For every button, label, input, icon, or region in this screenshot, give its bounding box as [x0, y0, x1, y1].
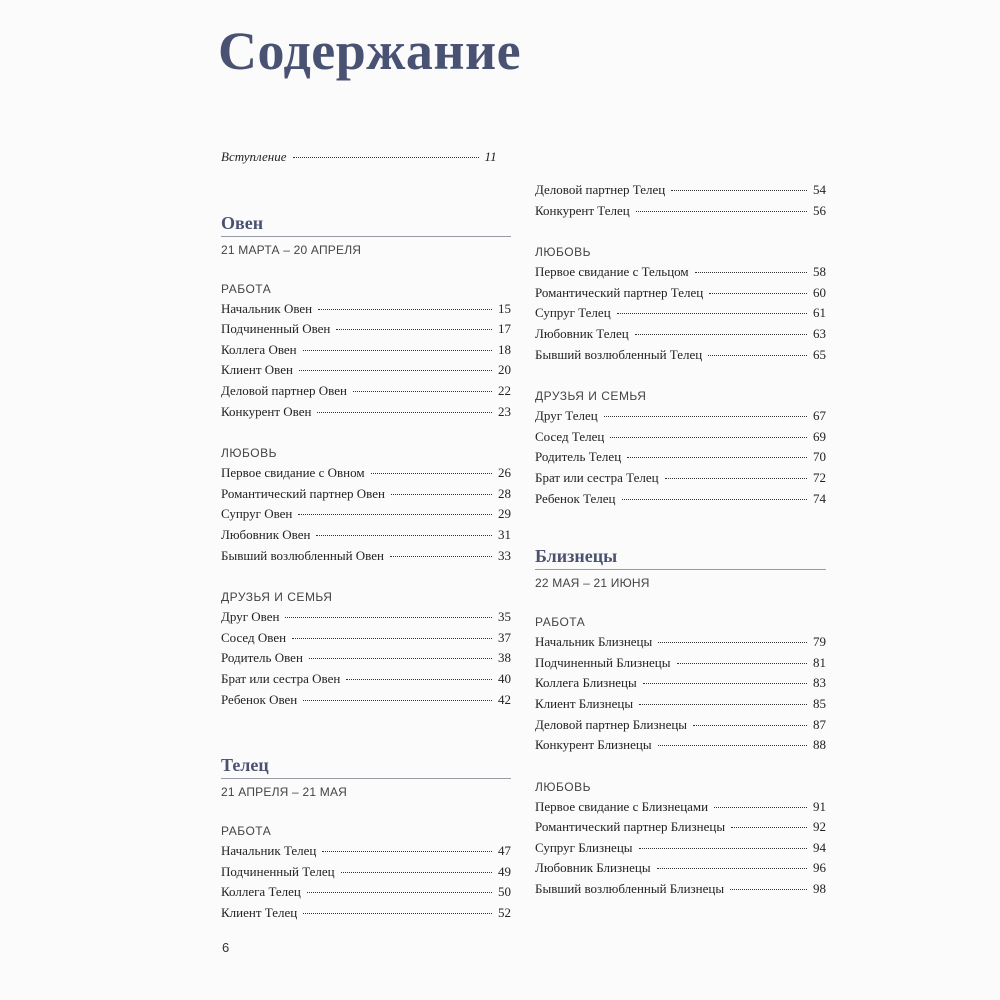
- leader-dots: [390, 556, 492, 557]
- toc-entry[interactable]: [535, 303, 826, 324]
- toc-entry-label: Клиент Близнецы: [535, 695, 634, 711]
- toc-entry-label: Подчиненный Телец: [221, 863, 335, 879]
- leader-dots: [307, 892, 492, 893]
- leader-dots: [622, 499, 808, 500]
- toc-entry-page: 23: [498, 403, 511, 419]
- leader-dots: [317, 412, 492, 413]
- toc-entry-page: 85: [813, 695, 826, 711]
- toc-entry-page: 70: [813, 449, 826, 465]
- toc-entry[interactable]: [221, 381, 511, 402]
- toc-entry-label: Любовник Овен: [221, 526, 311, 542]
- toc-entry-label: Романтический партнер Телец: [535, 284, 704, 300]
- toc-entry[interactable]: [221, 669, 511, 690]
- leader-dots: [658, 642, 807, 643]
- toc-entry[interactable]: [535, 694, 826, 715]
- leader-dots: [617, 313, 807, 314]
- toc-entry-label: Коллега Близнецы: [535, 675, 637, 691]
- toc-entry-label: Родитель Овен: [221, 650, 303, 666]
- toc-entry-label: Любовник Телец: [535, 325, 629, 341]
- toc-entry-label: Брат или сестра Телец: [535, 469, 659, 485]
- sign-aries: [221, 210, 511, 711]
- toc-entry-label: Брат или сестра Овен: [221, 670, 341, 686]
- toc-entry-page: 33: [498, 547, 511, 563]
- toc-entry[interactable]: [221, 402, 511, 423]
- toc-entry[interactable]: [221, 504, 511, 525]
- leader-dots: [657, 868, 807, 869]
- toc-entry-label: Конкурент Овен: [221, 403, 312, 419]
- toc-entry-label: Бывший возлюбленный Телец: [535, 346, 703, 362]
- toc-entry[interactable]: [221, 690, 511, 711]
- toc-entry-label: Подчиненный Близнецы: [535, 654, 671, 670]
- toc-entry-page: 18: [498, 341, 511, 357]
- toc-entry[interactable]: [535, 180, 826, 201]
- toc-entry-label: Бывший возлюбленный Близнецы: [535, 881, 725, 897]
- toc-entry[interactable]: [535, 797, 826, 818]
- section-work: [535, 613, 826, 756]
- toc-entry-label: Клиент Телец: [221, 904, 298, 920]
- toc-entry[interactable]: [535, 468, 826, 489]
- toc-entry-label: Родитель Телец: [535, 449, 622, 465]
- toc-entry-label: Бывший возлюбленный Овен: [221, 547, 384, 563]
- leader-dots: [671, 190, 807, 191]
- toc-entry[interactable]: [535, 262, 826, 283]
- toc-list: [221, 607, 511, 710]
- leader-dots: [371, 473, 492, 474]
- toc-entry[interactable]: [535, 715, 826, 736]
- toc-entry-label: Друг Телец: [535, 408, 598, 424]
- toc-entry[interactable]: [535, 447, 826, 468]
- toc-entry-page: 63: [813, 325, 826, 341]
- leader-dots: [635, 334, 807, 335]
- toc-entry[interactable]: [221, 299, 511, 320]
- toc-entry-page: 50: [498, 884, 511, 900]
- toc-entry-page: 81: [813, 654, 826, 670]
- leader-dots: [731, 827, 807, 828]
- section-work: [221, 280, 511, 423]
- toc-entry-label: Деловой партнер Близнецы: [535, 716, 688, 732]
- leader-dots: [316, 535, 492, 536]
- section-family: [221, 588, 511, 710]
- leader-dots: [665, 478, 807, 479]
- section-heading: ЛЮБОВЬ: [221, 446, 277, 461]
- toc-entry[interactable]: [221, 340, 511, 361]
- toc-entry-label: Первое свидание с Тельцом: [535, 264, 689, 280]
- toc-entry-page: 31: [498, 526, 511, 542]
- toc-entry-page: 20: [498, 362, 511, 378]
- toc-entry[interactable]: [535, 817, 826, 838]
- toc-entry-page: 22: [498, 382, 511, 398]
- toc-entry-label: Первое свидание с Близнецами: [535, 798, 709, 814]
- toc-entry-page: 72: [813, 469, 826, 485]
- toc-entry[interactable]: [535, 632, 826, 653]
- section-heading: ЛЮБОВЬ: [535, 245, 591, 260]
- toc-entry-label: Супруг Близнецы: [535, 839, 633, 855]
- section-heading: ДРУЗЬЯ И СЕМЬЯ: [535, 389, 647, 404]
- sign-gemini: [535, 543, 826, 900]
- leader-dots: [610, 437, 807, 438]
- toc-entry[interactable]: [535, 427, 826, 448]
- toc-entry-page: 28: [498, 485, 511, 501]
- toc-entry[interactable]: [535, 858, 826, 879]
- leader-dots: [322, 851, 492, 852]
- toc-entry-page: 83: [813, 675, 826, 691]
- toc-list: [221, 299, 511, 423]
- sign-taurus: [221, 752, 511, 923]
- leader-dots: [285, 617, 492, 618]
- toc-entry[interactable]: [535, 879, 826, 900]
- toc-entry-page: 79: [813, 634, 826, 650]
- toc-entry-page: 60: [813, 284, 826, 300]
- toc-entry[interactable]: [535, 345, 826, 366]
- section-love: [221, 444, 511, 566]
- toc-entry-page: 47: [498, 843, 511, 859]
- toc-entry-label: Коллега Телец: [221, 884, 301, 900]
- toc-entry-label: Ребенок Овен: [221, 691, 298, 707]
- toc-entry-label: Первое свидание с Овном: [221, 465, 365, 481]
- toc-entry[interactable]: [535, 489, 826, 510]
- toc-entry-page: 58: [813, 264, 826, 280]
- leader-dots: [636, 211, 807, 212]
- leader-dots: [627, 457, 807, 458]
- toc-entry-page: 74: [813, 490, 826, 506]
- toc-entry-label: Деловой партнер Овен: [221, 382, 347, 398]
- toc-entry-label: Супруг Овен: [221, 506, 293, 522]
- toc-entry-label: Начальник Овен: [221, 300, 313, 316]
- toc-list: [221, 463, 511, 566]
- toc-entry-label: Начальник Близнецы: [535, 634, 653, 650]
- section-love: [535, 778, 826, 900]
- toc-entry-label: Сосед Телец: [535, 428, 605, 444]
- leader-dots: [309, 658, 492, 659]
- toc-entry-page: 49: [498, 863, 511, 879]
- leader-dots: [695, 272, 807, 273]
- toc-entry-page: 98: [813, 881, 826, 897]
- toc-entry-page: 17: [498, 321, 511, 337]
- toc-entry[interactable]: [535, 324, 826, 345]
- leader-dots: [303, 350, 492, 351]
- toc-entry-label: Любовник Близнецы: [535, 860, 651, 876]
- leader-dots: [391, 494, 492, 495]
- toc-entry-page: 54: [813, 182, 826, 197]
- toc-entry-page: 94: [813, 839, 826, 855]
- leader-dots: [346, 679, 492, 680]
- toc-entry[interactable]: [535, 673, 826, 694]
- sign-dates: 21 АПРЕЛЯ – 21 МАЯ: [221, 785, 348, 800]
- toc-entry-page: 87: [813, 716, 826, 732]
- toc-entry-page: 15: [498, 300, 511, 316]
- toc-entry-label: Начальник Телец: [221, 843, 317, 859]
- toc-entry[interactable]: [221, 546, 511, 567]
- toc-entry-page: 96: [813, 860, 826, 876]
- page-number: 6: [222, 940, 230, 955]
- toc-entry-page: 26: [498, 465, 511, 481]
- leader-dots: [303, 700, 492, 701]
- section-heading: РАБОТА: [221, 824, 272, 839]
- leader-dots: [293, 157, 479, 158]
- toc-entry-label: Друг Овен: [221, 609, 280, 625]
- leader-dots: [693, 725, 807, 726]
- toc-entry-label: Ребенок Телец: [535, 490, 616, 506]
- toc-entry[interactable]: [535, 201, 826, 222]
- toc-left-column: [221, 140, 511, 923]
- toc-entry-page: 37: [498, 629, 511, 645]
- leader-dots: [604, 416, 807, 417]
- toc-entry-page: 38: [498, 650, 511, 666]
- toc-entry-label: Конкурент Телец: [535, 202, 630, 218]
- leader-dots: [677, 663, 808, 664]
- toc-entry-page: 11: [484, 149, 497, 164]
- leader-dots: [318, 309, 492, 310]
- toc-entry-page: 42: [498, 691, 511, 707]
- toc-entry[interactable]: [535, 653, 826, 674]
- leader-dots: [298, 514, 492, 515]
- leader-dots: [658, 745, 807, 746]
- toc-entry-label: Подчиненный Овен: [221, 321, 331, 337]
- leader-dots: [730, 889, 807, 890]
- toc-entry-label: Сосед Овен: [221, 629, 287, 645]
- leader-dots: [714, 807, 807, 808]
- toc-entry-page: 65: [813, 346, 826, 362]
- toc-entry[interactable]: [221, 862, 511, 883]
- toc-entry[interactable]: [221, 484, 511, 505]
- toc-entry-label: Конкурент Близнецы: [535, 737, 652, 753]
- toc-entry-page: 92: [813, 819, 826, 835]
- toc-entry[interactable]: [535, 838, 826, 859]
- leader-dots: [639, 848, 807, 849]
- toc-entry[interactable]: [221, 628, 511, 649]
- toc-entry[interactable]: [535, 406, 826, 427]
- toc-entry-page: 88: [813, 737, 826, 753]
- section-heading: ЛЮБОВЬ: [535, 779, 591, 794]
- toc-entry-page: 91: [813, 798, 826, 814]
- toc-list: [535, 406, 826, 509]
- section-family: [535, 387, 826, 509]
- leader-dots: [341, 872, 492, 873]
- leader-dots: [292, 638, 492, 639]
- leader-dots: [303, 913, 492, 914]
- toc-entry[interactable]: [221, 525, 511, 546]
- section-love: [535, 243, 826, 365]
- toc-entry-label: Деловой партнер Телец: [535, 182, 666, 197]
- toc-list: [221, 841, 511, 923]
- section-heading: РАБОТА: [535, 615, 586, 630]
- leader-dots: [299, 370, 492, 371]
- toc-entry-page: 69: [813, 428, 826, 444]
- toc-entry-page: 67: [813, 408, 826, 424]
- toc-right-column: [535, 180, 826, 900]
- sign-dates: 21 МАРТА – 20 АПРЕЛЯ: [221, 242, 362, 257]
- toc-list: [535, 632, 826, 756]
- toc-entry[interactable]: [221, 903, 511, 924]
- toc-entry-page: 29: [498, 506, 511, 522]
- toc-entry[interactable]: [221, 882, 511, 903]
- toc-list: [535, 180, 826, 221]
- sign-dates: 22 МАЯ – 21 ИЮНЯ: [535, 576, 650, 591]
- toc-entry[interactable]: [221, 463, 511, 484]
- toc-entry[interactable]: [535, 735, 826, 756]
- toc-entry-page: 35: [498, 609, 511, 625]
- sign-name: Близнецы: [535, 543, 826, 570]
- sign-name: Телец: [221, 752, 511, 779]
- leader-dots: [336, 329, 492, 330]
- toc-list: [535, 262, 826, 365]
- sign-name: Овен: [221, 210, 511, 237]
- toc-entry[interactable]: [221, 319, 511, 340]
- toc-entry-label: Романтический партнер Близнецы: [535, 819, 726, 835]
- toc-entry-page: 56: [813, 202, 826, 218]
- toc-entry[interactable]: [221, 841, 511, 862]
- toc-entry-page: 52: [498, 904, 511, 920]
- leader-dots: [639, 704, 807, 705]
- toc-entry-label: Клиент Овен: [221, 362, 293, 378]
- toc-entry-label: Коллега Овен: [221, 341, 297, 357]
- toc-entry[interactable]: [221, 607, 511, 628]
- page-title: Содержание: [218, 21, 522, 81]
- toc-list: [535, 797, 826, 900]
- leader-dots: [708, 355, 807, 356]
- leader-dots: [643, 683, 807, 684]
- toc-entry-page: 40: [498, 670, 511, 686]
- section-heading: ДРУЗЬЯ И СЕМЬЯ: [221, 590, 333, 605]
- section-work: [221, 822, 511, 923]
- toc-entry[interactable]: [221, 360, 511, 381]
- toc-entry[interactable]: [535, 283, 826, 304]
- toc-entry-page: 61: [813, 305, 826, 321]
- section-work-continued: [535, 180, 826, 221]
- toc-entry[interactable]: [221, 648, 511, 669]
- toc-entry-label: Супруг Телец: [535, 305, 611, 321]
- toc-entry-intro[interactable]: [221, 147, 511, 168]
- section-heading: РАБОТА: [221, 281, 272, 296]
- leader-dots: [353, 391, 492, 392]
- leader-dots: [709, 293, 807, 294]
- toc-entry-label: Романтический партнер Овен: [221, 485, 385, 501]
- toc-entry-label: Вступление: [221, 149, 287, 164]
